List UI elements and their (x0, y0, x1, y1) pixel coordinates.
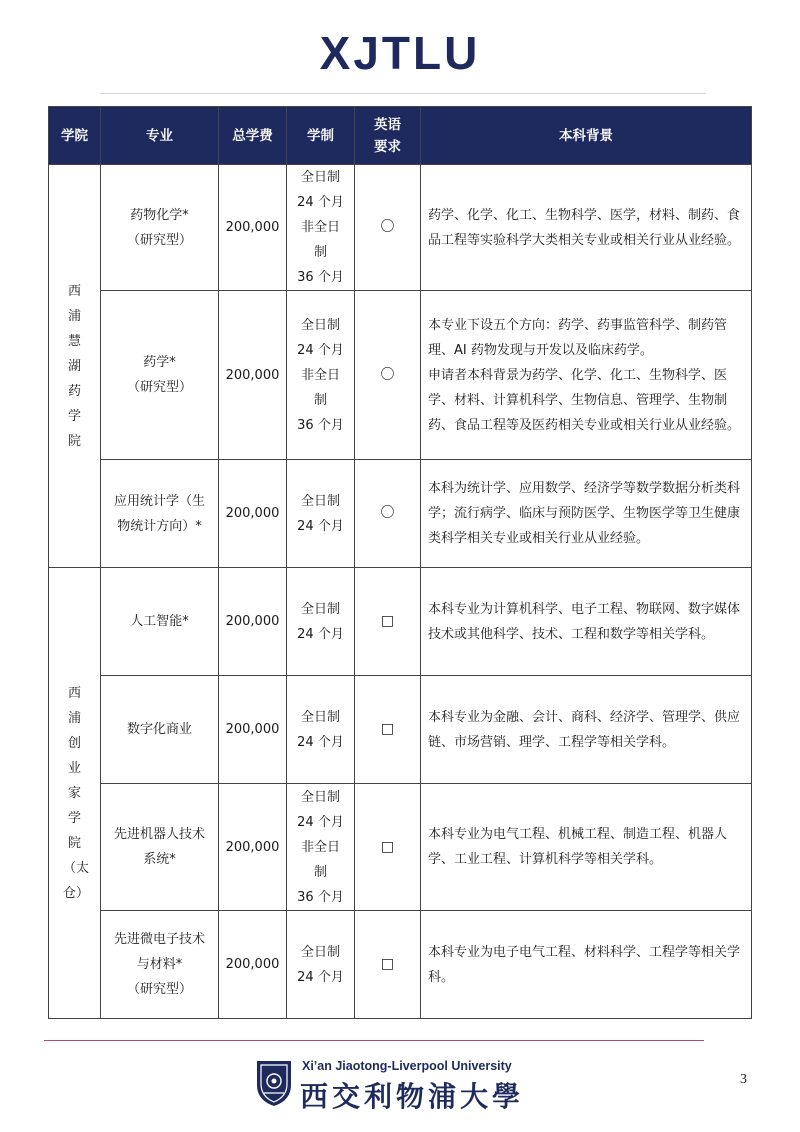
major-cell: 人工智能* (101, 568, 219, 676)
table-row (49, 911, 752, 1019)
column-header-english: 英语 要求 (355, 107, 421, 165)
column-header-duration: 学制 (287, 107, 355, 165)
fee-cell: 200,000 (219, 460, 287, 568)
background-cell: 药学、化学、化工、生物科学、医学，材料、制药、食品工程等实验科学大类相关专业或相关行业从业经验。 (421, 165, 752, 291)
program-table (48, 106, 752, 1019)
university-crest-icon (255, 1059, 293, 1107)
major-cell: 药学* （研究型） (101, 291, 219, 460)
duration-cell: 全日制 24 个月 (287, 460, 355, 568)
fee-cell: 200,000 (219, 676, 287, 784)
background-cell: 本科专业为金融、会计、商科、经济学、管理学、供应链、市场营销、理学、工程学等相关学科。 (421, 676, 752, 784)
english-requirement-mark: □ (355, 568, 421, 676)
university-name-english: Xi’an Jiaotong-Liverpool University (302, 1059, 512, 1073)
duration-cell: 全日制 24 个月 (287, 568, 355, 676)
header-divider (100, 93, 706, 94)
column-header-school: 学院 (49, 107, 101, 165)
english-requirement-mark: 〇 (355, 291, 421, 460)
footer-divider (44, 1040, 704, 1041)
table-row (49, 568, 752, 676)
english-requirement-mark: □ (355, 784, 421, 911)
university-name-chinese: 西交利物浦大學 (300, 1080, 525, 1113)
xjtlu-logo: XJTLU (319, 27, 481, 79)
column-header-fee: 总学费 (219, 107, 287, 165)
duration-cell: 全日制 24 个月 非全日 制 36 个月 (287, 784, 355, 911)
major-cell: 应用统计学（生 物统计方向）* (101, 460, 219, 568)
duration-cell: 全日制 24 个月 非全日 制 36 个月 (287, 165, 355, 291)
background-cell: 本专业下设五个方向：药学、药事监管科学、制药管理、AI 药物发现与开发以及临床药学。 申请者本科背景为药学、化学、化工、生物科学、医学、材料、计算机科学、生物信息、管理学、生物制药、食品工程等及医药相关专业或相关行业从业经验。 (421, 291, 752, 460)
table-row (49, 165, 752, 291)
fee-cell: 200,000 (219, 784, 287, 911)
english-requirement-mark: 〇 (355, 165, 421, 291)
fee-cell: 200,000 (219, 291, 287, 460)
duration-cell: 全日制 24 个月 (287, 911, 355, 1019)
table-header-row (49, 107, 752, 165)
major-cell: 药物化学* （研究型） (101, 165, 219, 291)
column-header-major: 专业 (101, 107, 219, 165)
duration-cell: 全日制 24 个月 非全日 制 36 个月 (287, 291, 355, 460)
school-name-cell: 西 浦 创 业 家 学 院 （太 仓） (49, 568, 101, 1019)
english-requirement-mark: 〇 (355, 460, 421, 568)
table-row (49, 291, 752, 460)
table-row (49, 676, 752, 784)
column-header-background: 本科背景 (421, 107, 752, 165)
duration-cell: 全日制 24 个月 (287, 676, 355, 784)
background-cell: 本科专业为电气工程、机械工程、制造工程、机器人学、工业工程、计算机科学等相关学科。 (421, 784, 752, 911)
background-cell: 本科专业为电子电气工程、材料科学、工程学等相关学科。 (421, 911, 752, 1019)
table-row (49, 784, 752, 911)
page-number: 3 (740, 1072, 747, 1087)
fee-cell: 200,000 (219, 165, 287, 291)
background-cell: 本科专业为计算机科学、电子工程、物联网、数字媒体技术或其他科学、技术、工程和数学等相关学科。 (421, 568, 752, 676)
background-cell: 本科为统计学、应用数学、经济学等数学数据分析类科学；流行病学、临床与预防医学、生物医学等卫生健康类科学相关专业或相关行业从业经验。 (421, 460, 752, 568)
major-cell: 先进微电子技术 与材料* （研究型） (101, 911, 219, 1019)
major-cell: 数字化商业 (101, 676, 219, 784)
english-requirement-mark: □ (355, 676, 421, 784)
english-requirement-mark: □ (355, 911, 421, 1019)
major-cell: 先进机器人技术 系统* (101, 784, 219, 911)
fee-cell: 200,000 (219, 911, 287, 1019)
school-name-cell: 西 浦 慧 湖 药 学 院 (49, 165, 101, 568)
table-row (49, 460, 752, 568)
fee-cell: 200,000 (219, 568, 287, 676)
